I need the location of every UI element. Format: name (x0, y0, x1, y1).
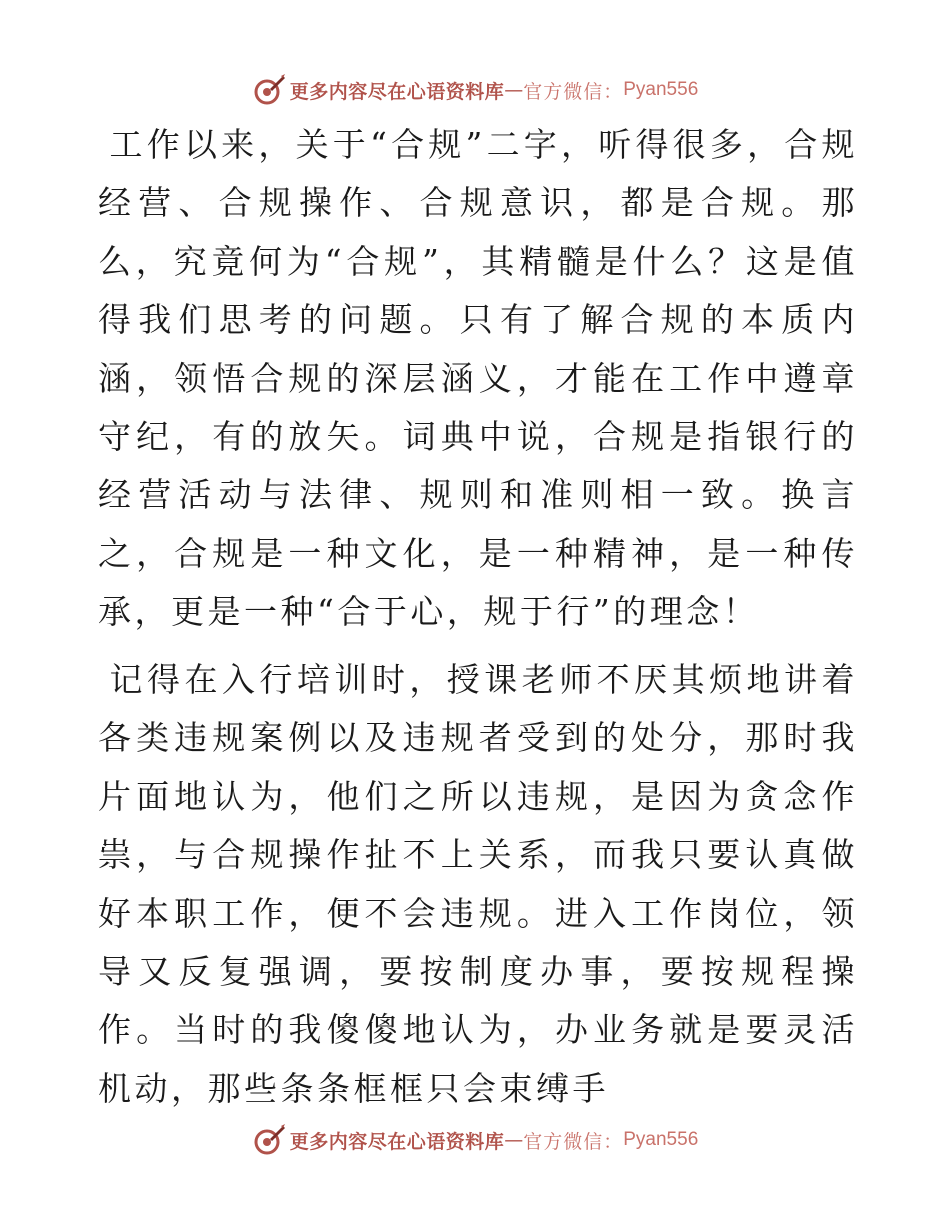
banner-title: 更多内容尽在心语资料库 (289, 80, 505, 103)
footer-title: 更多内容尽在心语资料库 (289, 1130, 505, 1153)
banner-wechat-label: 官方微信： (523, 80, 624, 103)
banner-separator: — (504, 79, 524, 101)
footer-wechat-id: Pyan556 (623, 1129, 699, 1150)
banner-wechat-id: Pyan556 (623, 79, 699, 100)
footer-wechat-label: 官方微信： (523, 1130, 624, 1153)
header-banner (0, 70, 950, 110)
quill-pen-logo-icon (252, 1123, 286, 1157)
footer-separator: — (504, 1129, 524, 1151)
paragraph-2: 记得在入行培训时，授课老师不厌其烦地讲着各类违规案例以及违规者受到的处分，那时我片面地认为，他们之所以违规，是因为贪念作祟，与合规操作扯不上关系，而我只要认真做好本职工作，便不会违规。进入工作岗位，领导又反复强调，要按制度办事，要按规程操作。当时的我傻傻地认为，办业务就是要灵活机动，那些条条框框只会束缚手 (98, 660, 858, 1108)
paragraph-1: 工作以来，关于“合规”二字，听得很多，合规经营、合规操作、合规意识，都是合规。那么，究竟何为“合规”，其精髓是什么？这是值得我们思考的问题。只有了解合规的本质内涵，领悟合规的深层涵义，才能在工作中遵章守纪，有的放矢。词典中说，合规是指银行的经营活动与法律、规则和准则相一致。换言之，合规是一种文化，是一种精神，是一种传承，更是一种“合于心，规于行”的理念！ (98, 125, 858, 632)
footer-banner (0, 1120, 950, 1160)
quill-pen-logo-icon (252, 73, 286, 107)
